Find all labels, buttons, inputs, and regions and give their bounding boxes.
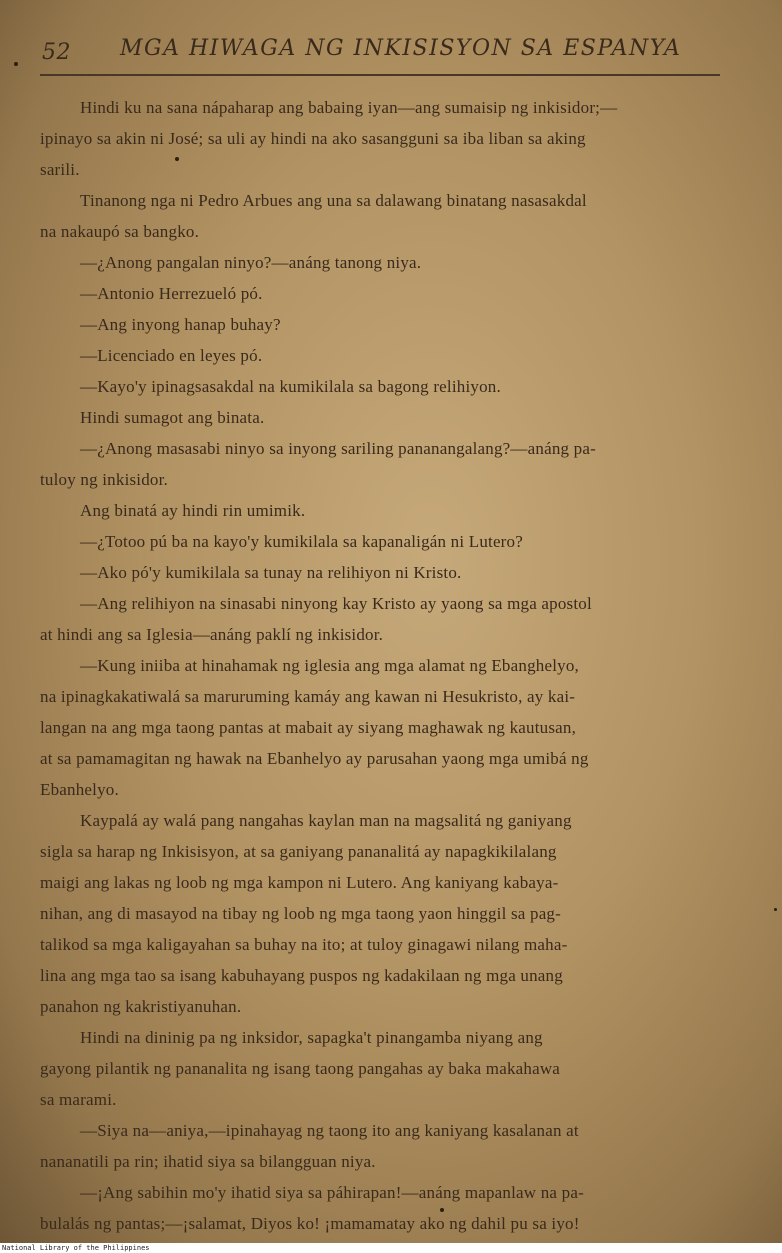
text-line: —Antonio Herrezueló pó. (80, 284, 263, 303)
header-rule (40, 74, 720, 76)
text-line: nihan, ang di masayod na tibay ng loob ng mga taong yaon hinggil sa pag- (40, 904, 561, 923)
text-line: panahon ng kakristiyanuhan. (40, 997, 242, 1016)
ink-speck (774, 908, 777, 911)
text-line: ipinayo sa akin ni José; sa uli ay hindi na ako sasangguni sa iba liban sa aking (40, 129, 586, 148)
text-line: —Ang inyong hanap buhay? (80, 315, 281, 334)
text-line: —Kung iniiba at hinahamak ng iglesia ang mga alamat ng Ebanghelyo, (80, 656, 579, 675)
text-line: at hindi ang sa Iglesia—anáng paklí ng inkisidor. (40, 625, 384, 644)
ink-speck (440, 1208, 444, 1212)
text-line: Ang binatá ay hindi rin umimik. (80, 501, 306, 520)
body-text (40, 92, 730, 1239)
page-header (0, 30, 782, 70)
text-line: Kaypalá ay walá pang nangahas kaylan man na magsalitá ng ganiyang (80, 811, 572, 830)
text-line: lina ang mga tao sa isang kabuhayang puspos ng kadakilaan ng mga unang (40, 966, 563, 985)
text-line: Hindi na dininig pa ng inksidor, sapagka't pinangamba niyang ang (80, 1028, 543, 1047)
text-line: —¿Totoo pú ba na kayo'y kumikilala sa kapanaligán ni Lutero? (80, 532, 523, 551)
text-line: gayong pilantik ng pananalita ng isang taong pangahas ay baka makahawa (40, 1059, 561, 1078)
ink-speck (175, 157, 179, 161)
footer-credit: National Library of the Philippines (0, 1243, 782, 1253)
text-line: Hindi ku na sana nápaharap ang babaing iyan—ang sumaisip ng inkisidor;— (80, 98, 618, 117)
text-line: na ipinagkakatiwalá sa maruruming kamáy ang kawan ni Hesukristo, ay kai- (40, 687, 576, 706)
running-head: MGA HIWAGA NG INKISISYON SA ESPANYA (120, 36, 682, 61)
ink-speck (14, 62, 18, 66)
text-line: maigi ang lakas ng loob ng mga kampon ni Lutero. Ang kaniyang kabaya- (40, 873, 559, 892)
text-line: —Kayo'y ipinagsasakdal na kumikilala sa bagong relihiyon. (80, 377, 501, 396)
text-line: —Licenciado en leyes pó. (80, 346, 263, 365)
text-line: tuloy ng inkisidor. (40, 470, 169, 489)
text-line: —Ang relihiyon na sinasabi ninyong kay Kristo ay yaong sa mga apostol (80, 594, 592, 613)
text-line: sarili. (40, 160, 80, 179)
text-line: —¿Anong pangalan ninyo?—anáng tanong niya. (80, 253, 422, 272)
text-line: —Ako pó'y kumikilala sa tunay na relihiyon ni Kristo. (80, 563, 462, 582)
text-line: —Siya na—aniya,—ipinahayag ng taong ito ang kaniyang kasalanan at (80, 1121, 579, 1140)
text-line: bulalás ng pantas;—¡salamat, Diyos ko! ¡mamamatay ako ng dahil pu sa iyo! (40, 1214, 580, 1233)
text-line: talikod sa mga kaligayahan sa buhay na ito; at tuloy ginagawi nilang maha- (40, 935, 568, 954)
text-line: at sa pamamagitan ng hawak na Ebanhelyo ay parusahan yaong mga umibá ng (40, 749, 589, 768)
text-line: —¿Anong masasabi ninyo sa inyong sariling pananangalang?—anáng pa- (80, 439, 596, 458)
page-number: 52 (42, 40, 71, 65)
text-line: na nakaupó sa bangko. (40, 222, 200, 241)
text-line: sa marami. (40, 1090, 117, 1109)
text-line: langan na ang mga taong pantas at mabait ay siyang maghawak ng kautusan, (40, 718, 577, 737)
text-line: —¡Ang sabihin mo'y ihatid siya sa páhirapan!—anáng mapanlaw na pa- (80, 1183, 584, 1202)
text-line: Tinanong nga ni Pedro Arbues ang una sa dalawang binatang nasasakdal (80, 191, 587, 210)
text-line: Ebanhelyo. (40, 780, 119, 799)
text-line: sigla sa harap ng Inkisisyon, at sa ganiyang pananalitá ay napagkikilalang (40, 842, 557, 861)
text-line: nananatili pa rin; ihatid siya sa bilangguan niya. (40, 1152, 376, 1171)
text-line: Hindi sumagot ang binata. (80, 408, 265, 427)
